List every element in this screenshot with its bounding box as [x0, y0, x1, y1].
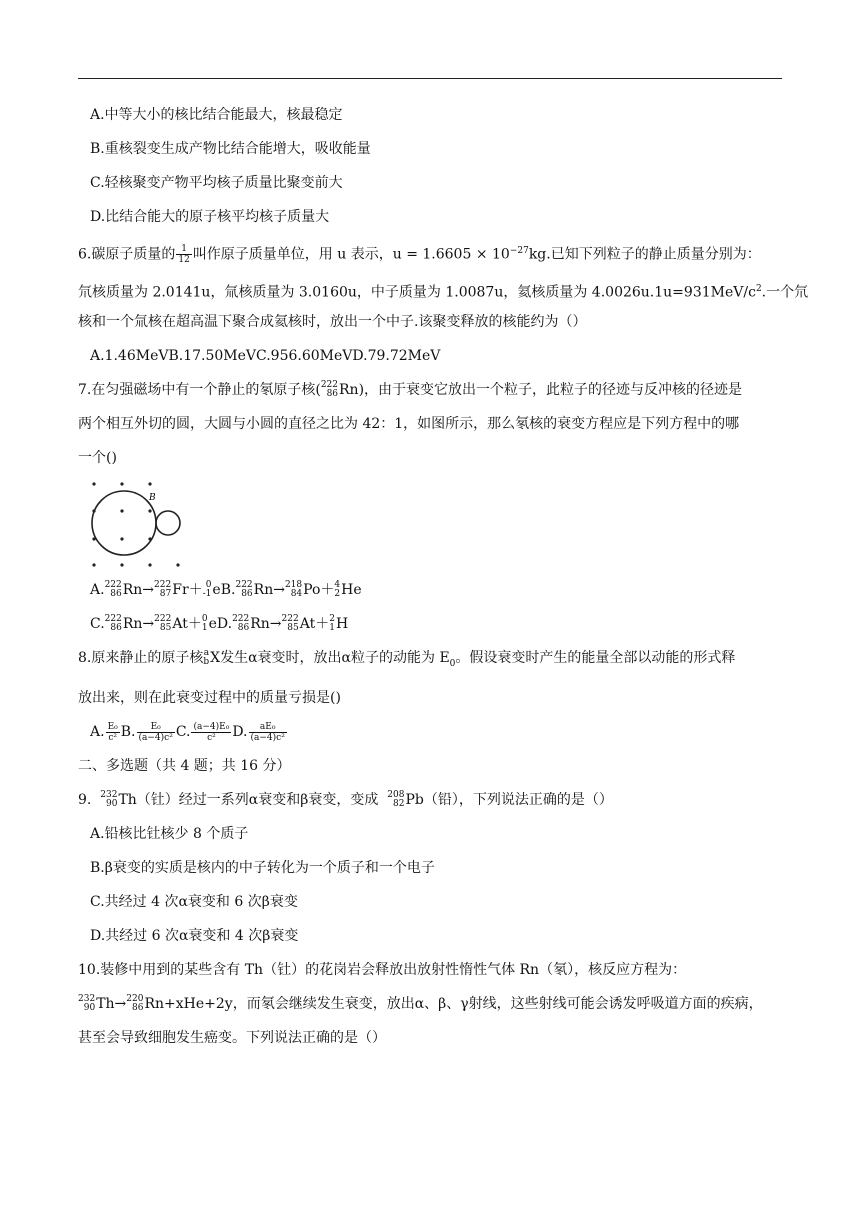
- q10-line-3: 甚至会导致细胞发生癌变。下列说法正确的是（）: [78, 1030, 386, 1047]
- q8-options: A. $\frac{\text{E₀}}{\text{c²}}$ B. $\frac{\text{E₀}}{\text{(a−4)c²}}$ C. $\frac{\text{(a−4)E₀}}{\text{c²}}$ D. $\frac{\text{aE₀}}{\text{(a−4)c²}}$: [90, 721, 285, 743]
- magnetic-field-figure: [84, 479, 194, 571]
- question-10: [78, 959, 782, 1049]
- question-5-options: [78, 104, 782, 228]
- small-track-circle: [156, 511, 180, 535]
- document-page: [78, 104, 809, 1049]
- q7-line-3: 一个(): [78, 450, 117, 467]
- q9-option-a: A.铅核比钍核少 8 个质子: [90, 826, 249, 843]
- section-heading-multiple-choice: 二、多选题（共 4 题；共 16 分）: [78, 758, 291, 775]
- option-b: B.重核裂变生成产物比结合能增大，吸收能量: [90, 141, 371, 157]
- large-track-circle: [92, 491, 156, 555]
- option-d: D.比结合能大的原子核平均核子质量大: [90, 209, 330, 225]
- q9-stem: 9. 232 90 Th（钍）经过一系列α衰变和β衰变，变成 208 82 Pb（铅），下列说法正确的是（）: [78, 790, 613, 810]
- q10-line-1: 10.装修中用到的某些含有 Th（钍）的花岗岩会释放出放射性惰性气体 Rn（氡），核反应方程为：: [78, 962, 687, 979]
- q10-line-2: 232 90 Th→ 220 86 Rn+xHe+2y，而氡会继续发生衰变，放出α、β、γ射线，这些射线可能会诱发呼吸道方面的疾病，: [78, 994, 763, 1014]
- option-a: A.中等大小的核比结合能最大，核最稳定: [90, 107, 343, 123]
- q9-option-c: C.共经过 4 次α衰变和 6 次β衰变: [90, 894, 298, 911]
- q6-options: A.1.46MeVB.17.50MeVC.956.60MeVD.79.72MeV: [90, 348, 441, 365]
- q7-line-2: 两个相互外切的圆，大圆与小圆的直径之比为 42：1，如图所示，那么氡核的衰变方程应是下列方程中的哪: [78, 416, 740, 433]
- question-8: [78, 647, 782, 743]
- question-9: [78, 789, 782, 947]
- q6-line-3: 核和一个氚核在超高温下聚合成氦核时，放出一个中子.该聚变释放的核能约为（）: [78, 314, 587, 331]
- header-rule: [78, 78, 782, 79]
- q9-option-b: B.β衰变的实质是核内的中子转化为一个质子和一个电子: [90, 860, 435, 877]
- q8-line-2: 放出来，则在此衰变过程中的质量亏损是(): [78, 690, 341, 707]
- svg-text:B: B: [149, 493, 156, 504]
- q7-options-ab: A. 222 86 Rn→ 222 87 Fr＋ 0 -1 eB. 222 86 Rn→ 218 84 Po＋ 4 2 He: [90, 580, 362, 600]
- q6-line-1: 6.碳原子质量的 $\frac{1}{12}$ 叫作原子质量单位，用 u 表示，$u = 1.6605 \times 10^{-27}kg$.已知下列粒子的静止质量分别为：: [78, 244, 761, 266]
- fraction-1-12: $\frac{1}{12}$: [178, 244, 190, 266]
- q9-option-d: D.共经过 6 次α衰变和 4 次β衰变: [90, 928, 299, 945]
- question-7: [78, 379, 782, 635]
- q7-line-1: 7.在匀强磁场中有一个静止的氡原子核( 222 86 Rn)，由于衰变它放出一个粒子，此粒子的径迹与反冲核的径迹是: [78, 380, 743, 400]
- option-c: C.轻核聚变产物平均核子质量比聚变前大: [90, 175, 343, 191]
- q7-options-cd: C. 222 86 Rn→ 222 85 At＋ 0 1 eD. 222 86 Rn→ 222 85 At＋ 2 1 H: [90, 614, 349, 634]
- question-6: [78, 240, 809, 367]
- q8-line-1: 8.原来静止的原子核 a b X发生α衰变时，放出α粒子的动能为 $E_0$。假设衰变时产生的能量全部以动能的形式释: [78, 648, 736, 670]
- q6-line-2: 氘核质量为 2.0141u，氚核质量为 3.0160u，中子质量为 1.0087u，氦核质量为 $4.0026u.1u=931MeV/c^2$.一个氘: [78, 283, 809, 301]
